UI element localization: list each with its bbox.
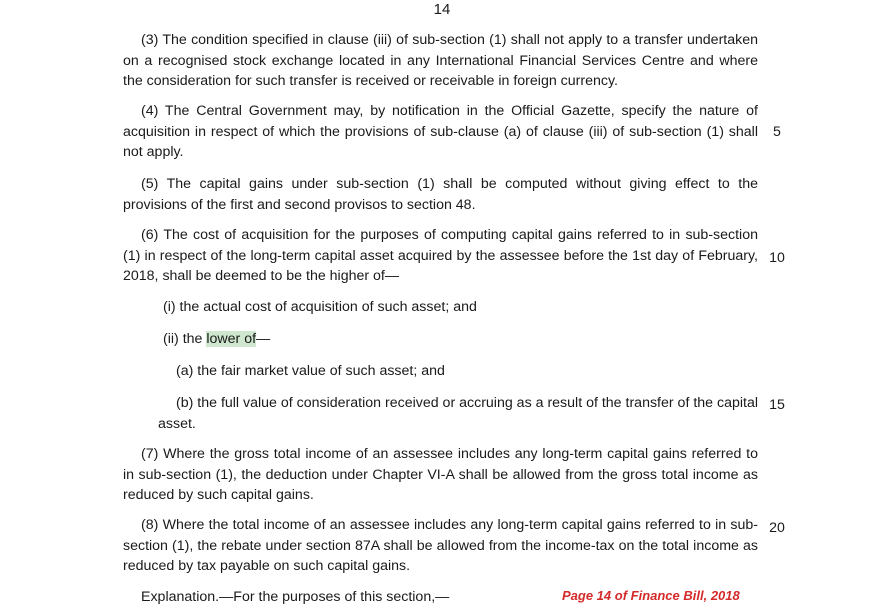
item-b: (b) the full value of consideration received or accruing as a result of the transfer of the capital asset. [158,395,758,432]
line-number-5: 5 [773,124,781,140]
item-ii-prefix: (ii) the [163,331,207,347]
paragraph-3-text: (3) The condition specified in clause (iii) of sub-section (1) shall not apply to a transfer undertaken on a recognised stock exchange located in any International Financial Services Centre and where the consideration for such transfer is received or receivable in foreign currency. [123,32,758,89]
line-number-10: 10 [769,250,785,266]
item-ii-suffix: — [256,331,271,347]
item-i: (i) the actual cost of acquisition of such asset; and [163,299,477,315]
paragraph-4-text: (4) The Central Government may, by notification in the Official Gazette, specify the nature of acquisition in respect of which the provisions of sub-clause (a) of clause (iii) of sub-section (1) shall not apply. [123,103,758,160]
paragraph-8-text: (8) Where the total income of an assessee includes any long-term capital gains referred to in sub-section (1), the rebate under section 87A shall be allowed from the income-tax on the total income as reduced by tax payable on such capital gains. [123,517,758,574]
item-a: (a) the fair market value of such asset; and [176,363,445,379]
paragraph-5-text: (5) The capital gains under sub-section (1) shall be computed without giving effect to the provisions of the first and second provisos to section 48. [123,176,758,213]
paragraph-7-text: (7) Where the gross total income of an assessee includes any long-term capital gains referred to in sub-section (1), the deduction under Chapter VI-A shall be allowed from the gross total income as reduced by such capital gains. [123,446,758,503]
line-number-15: 15 [769,397,785,413]
line-number-20: 20 [769,520,785,536]
explanation-text: Explanation.—For the purposes of this section,— [141,589,450,605]
paragraph-5 [123,174,758,215]
paragraph-7 [123,444,758,506]
item-ii [163,329,270,350]
highlighted-text: lower of [206,331,257,347]
footer-note: Page 14 of Finance Bill, 2018 [562,588,740,603]
paragraph-6 [123,225,758,287]
paragraph-8 [123,515,758,577]
paragraph-6-text: (6) The cost of acquisition for the purposes of computing capital gains referred to in sub-section (1) in respect of the long-term capital asset acquired by the assessee before the 1st day of February, 2018, shall be deemed to be the higher of— [123,227,758,284]
paragraph-3 [123,30,758,92]
paragraph-4 [123,101,758,163]
page-number: 14 [433,1,451,18]
